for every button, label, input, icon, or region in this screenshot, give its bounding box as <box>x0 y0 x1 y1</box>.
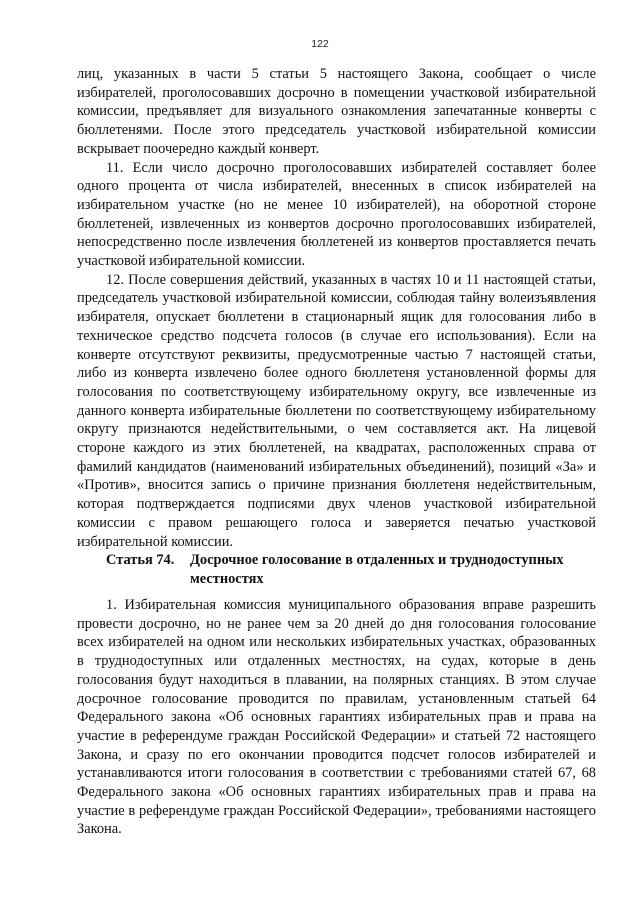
paragraph-11: 11. Если число досрочно проголосовавших избирателей составляет более одного процента от числа избирателей, внесенных в список избирателей на избирательном участке (но не менее 10 избирателей), на оборотной стороне бюллетеней, извлеченных из конвертов досрочно проголосовавших избирателей, непосредственно после извлечения бюллетеней из конвертов проставляется печать участковой избирательной комиссии. <box>77 159 596 270</box>
article-74-body <box>77 596 596 839</box>
paragraph-continuation: лиц, указанных в части 5 статьи 5 настоящего Закона, сообщает о числе избирателей, проголосовавших досрочно в помещении участковой избирательной комиссии, предъявляет для визуального ознакомления запечатанные конверты с бюллетенями. После этого председатель участковой избирательной комиссии вскрывает поочередно каждый конверт. <box>77 66 596 157</box>
article-number: Статья 74. <box>106 552 175 568</box>
article-74-heading <box>106 551 596 588</box>
paragraph-12: 12. После совершения действий, указанных в частях 10 и 11 настоящей статьи, председатель участковой избирательной комиссии, соблюдая тайну волеизъявления избирателя, опускает бюллетени в стационарный ящик для голосования либо в техническое средство подсчета голосов (в случае его использования). Если на конверте отсутствуют реквизиты, предусмотренные частью 7 настоящей статьи, либо из конверта извлечено более одного бюллетеня установленной формы для голосования по соответствующему избирательному округу, все извлеченные из данного конверта избирательные бюллетени по соответствующему избирательному округу признаются недействительными, о чем составляется акт. На лицевой стороне каждого из этих бюллетеней, на квадратах, расположенных справа от фамилий кандидатов (наименований избирательных объединений), позиций «За» и «Против», вносится запись о причине признания бюллетеня недействительным, которая подтверждается подписями двух членов участковой избирательной комиссии с правом решающего голоса и заверяется печатью участковой избирательной комиссии. <box>77 271 596 550</box>
page-number: 122 <box>311 38 329 50</box>
article-title: Досрочное голосование в отдаленных и труднодоступных местностях <box>190 552 564 587</box>
paragraph-1: 1. Избирательная комиссия муниципального образования вправе разрешить провести досрочно, но не ранее чем за 20 дней до дня голосования голосование всех избирателей на одном или нескольких избирательных участках, образованных в труднодоступных или отдаленных местностях, на судах, которые в день голосования будут находиться в плавании, на полярных станциях. В этом случае досрочное голосование проводится по правилам, установленным статьей 64 Федерального закона «Об основных гарантиях избирательных прав и права на участие в референдуме граждан Российской Федерации» и статьей 72 настоящего Закона, и сразу по его окончании проводится подсчет голосов избирателей и устанавливаются итоги голосования в соответствии с требованиями статей 67, 68 Федерального закона «Об основных гарантиях избирательных прав и права на участие в референдуме граждан Российской Федерации», требованиями настоящего Закона. <box>77 597 596 838</box>
article-73-continuation <box>77 65 596 551</box>
